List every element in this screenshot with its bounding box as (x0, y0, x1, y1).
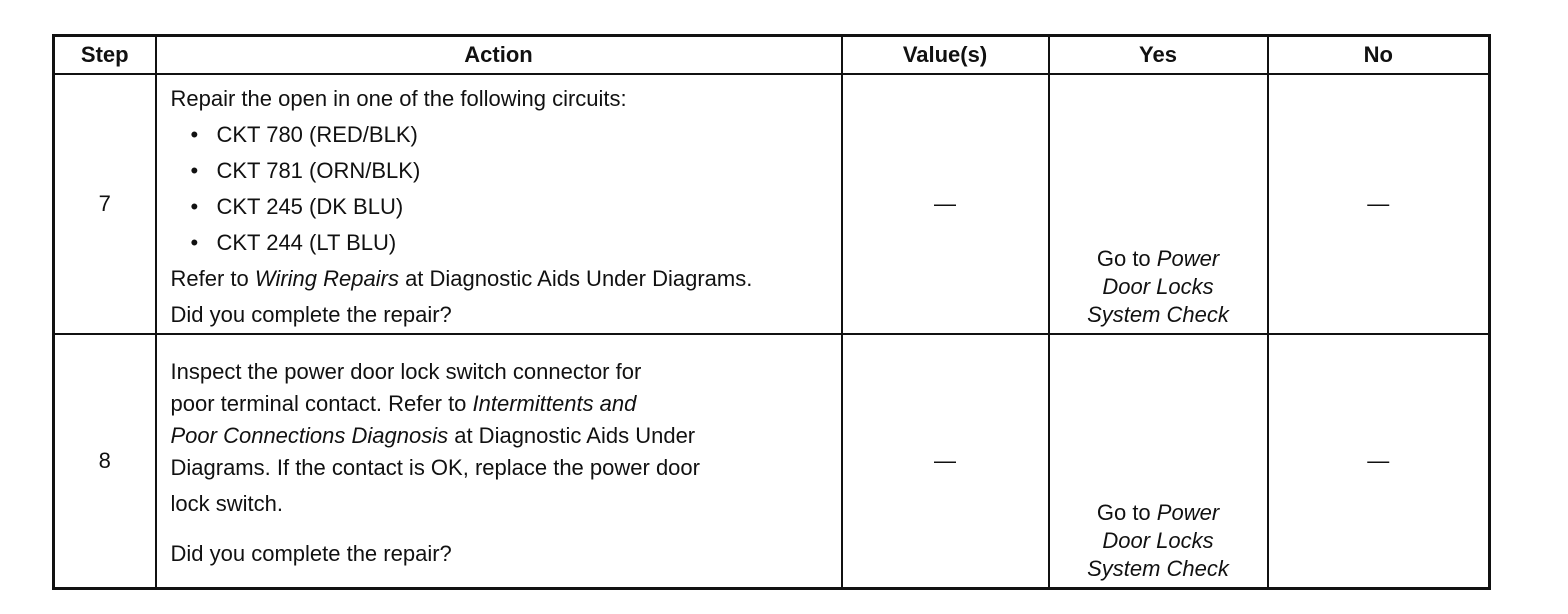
list-item: • CKT 781 (ORN/BLK) (191, 153, 841, 189)
diagnostic-table (52, 34, 1491, 590)
action-intro: Repair the open in one of the following circuits: (170, 86, 627, 111)
yes-cell (1049, 334, 1268, 588)
list-item: • CKT 244 (LT BLU) (191, 225, 841, 261)
header-action: Action (156, 36, 842, 75)
list-item: • CKT 245 (DK BLU) (191, 189, 841, 225)
action-question: Did you complete the repair? (170, 302, 452, 327)
yes-instruction: Go to Power Door Locks System Check (1087, 499, 1229, 581)
action-cell (156, 334, 842, 588)
header-yes: Yes (1049, 36, 1268, 75)
table-row (54, 74, 1490, 334)
action-line: Inspect the power door lock switch connector for (170, 358, 642, 384)
action-refer: Refer to Wiring Repairs at Diagnostic Aids Under Diagrams. (170, 266, 753, 291)
action-line: Poor Connections Diagnosis at Diagnostic Aids Under (170, 422, 696, 448)
action-line: lock switch. (170, 490, 283, 516)
header-no: No (1268, 36, 1490, 75)
values-cell: — (842, 74, 1049, 334)
yes-cell (1049, 74, 1268, 334)
step-number: 8 (54, 334, 156, 588)
table-header-row (54, 36, 1490, 75)
no-cell: — (1268, 334, 1490, 588)
action-question: Did you complete the repair? (170, 540, 452, 566)
step-number: 7 (54, 74, 156, 334)
list-item: • CKT 780 (RED/BLK) (191, 117, 841, 153)
values-cell: — (842, 334, 1049, 588)
action-cell (156, 74, 842, 334)
yes-instruction: Go to Power Door Locks System Check (1087, 246, 1229, 327)
reference-wiring-repairs: Wiring Repairs (254, 266, 399, 291)
header-step: Step (54, 36, 156, 75)
action-line: Diagrams. If the contact is OK, replace the power door (170, 454, 700, 480)
table-row (54, 334, 1490, 588)
header-values: Value(s) (842, 36, 1049, 75)
circuit-list (171, 117, 841, 261)
action-line: poor terminal contact. Refer to Intermittents and (170, 390, 637, 416)
no-cell: — (1268, 74, 1490, 334)
